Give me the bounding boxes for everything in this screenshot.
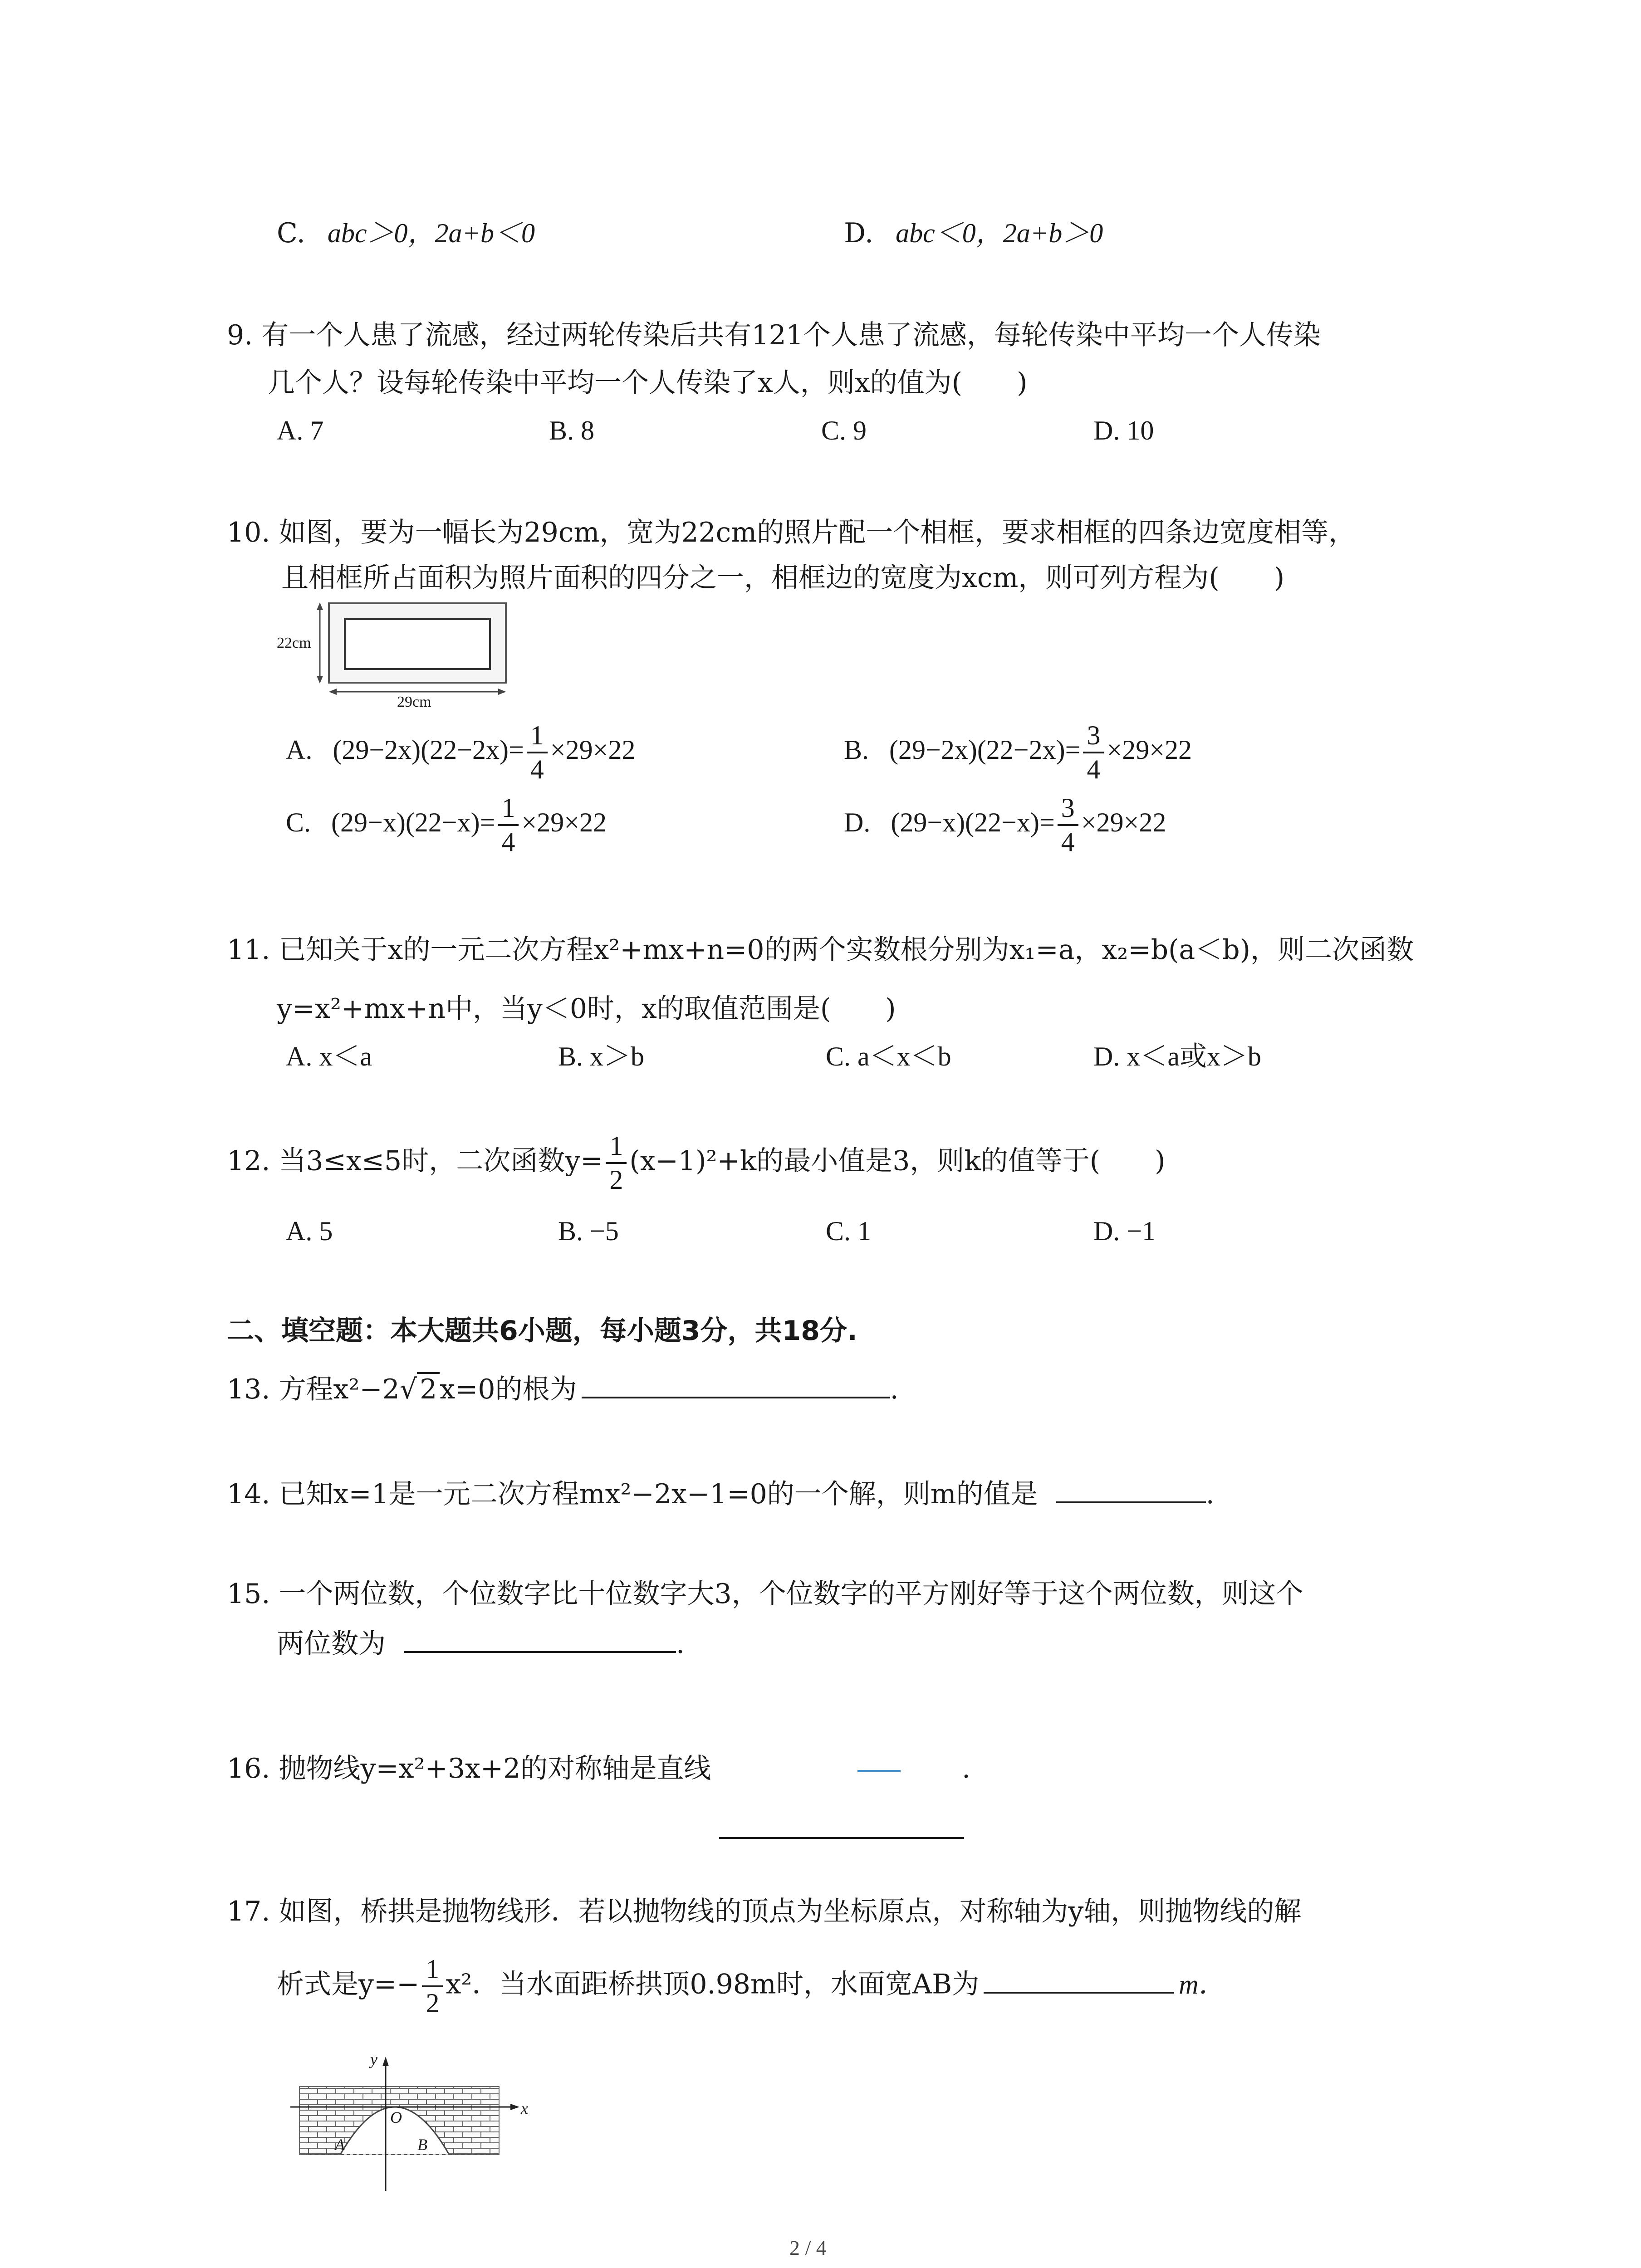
- q17-answer-blank[interactable]: [984, 1991, 1174, 1994]
- q8-option-d-text: abc＜0，2a+b＞0: [896, 218, 1103, 248]
- q16-end: .: [962, 1753, 971, 1784]
- q16-text: 16. 抛物线y=x²+3x+2的对称轴是直线: [227, 1753, 711, 1784]
- sqrt-radical: √: [399, 1374, 417, 1405]
- fraction-numerator: 3: [1058, 794, 1078, 826]
- q10-figure: [277, 599, 513, 708]
- frame-diagram: [277, 599, 513, 708]
- q17-line2-prefix: 析式是y=−: [277, 1968, 420, 2000]
- q14-text: 14. 已知x=1是一元二次方程mx²−2x−1=0的一个解，则m的值是: [227, 1478, 1038, 1510]
- q13-stem: [227, 1372, 899, 1405]
- fraction: [1083, 721, 1104, 784]
- fig-point-b-label: B: [417, 2136, 427, 2154]
- q17-line2: [277, 1955, 1226, 2018]
- fig-point-a-label: A: [335, 2136, 345, 2154]
- q9-option-d: D. 10: [1093, 415, 1154, 445]
- fraction-denominator: 4: [501, 827, 515, 857]
- fraction-denominator: 4: [1087, 754, 1101, 784]
- q17-line2-mid: x²．当水面距桥拱顶0.98m时，水面宽AB为: [446, 1968, 980, 2000]
- q10-option-c-lhs: (29−x)(22−x)=: [331, 807, 495, 837]
- fraction-numerator: 1: [422, 1955, 443, 1987]
- q13-end: .: [890, 1374, 899, 1405]
- fig-label-length: 29cm: [397, 694, 431, 710]
- q10-option-b: [844, 721, 1192, 784]
- fraction: [422, 1955, 443, 2018]
- fig-origin-label: O: [390, 2108, 402, 2126]
- q13-prefix: 13. 方程x²−2: [227, 1374, 400, 1405]
- fraction-denominator: 2: [426, 1988, 440, 2018]
- q11-option-d: D. x＜a或x＞b: [1093, 1041, 1261, 1071]
- page-number: 2 / 4: [789, 2236, 827, 2259]
- q10-option-b-label: B.: [844, 734, 869, 765]
- fraction-numerator: 1: [498, 794, 519, 826]
- bridge-arch-diagram: [281, 2050, 535, 2195]
- q9-option-c: C. 9: [821, 415, 867, 445]
- q9-line2: 几个人？设每轮传染中平均一个人传染了x人，则x的值为( ): [268, 367, 1028, 399]
- q8-option-d: [844, 218, 1103, 249]
- q11-line2: y=x²+mx+n中，当y＜0时，x的取值范围是( ): [277, 993, 896, 1025]
- sqrt-argument: 2: [417, 1372, 440, 1405]
- q10-option-a: [286, 721, 635, 784]
- q12-option-a: A. 5: [286, 1216, 333, 1246]
- fig-axis-x-label: x: [521, 2099, 528, 2117]
- q11-option-b: B. x＞b: [558, 1041, 645, 1071]
- q10-option-c-rhs: ×29×22: [521, 807, 607, 837]
- q10-option-d: [844, 794, 1166, 856]
- fig-axis-y-label: y: [370, 2050, 377, 2068]
- q10-option-c-label: C.: [286, 807, 311, 837]
- q15-end: .: [676, 1628, 685, 1660]
- q10-line2: 且相框所占面积为照片面积的四分之一，相框边的宽度为xcm，则可列方程为( ): [281, 562, 1285, 594]
- q16-dash-mark: [857, 1770, 901, 1772]
- q8-option-c-text: abc＞0，2a+b＜0: [327, 218, 535, 248]
- q16-answer-blank[interactable]: [719, 1837, 964, 1839]
- fraction: [498, 794, 519, 856]
- q9-line1: 9. 有一个人患了流感，经过两轮传染后共有121个人患了流感，每轮传染中平均一个人传染: [227, 319, 1321, 351]
- q13-answer-blank[interactable]: [582, 1396, 890, 1398]
- q10-option-b-rhs: ×29×22: [1107, 734, 1192, 765]
- q10-option-c: [286, 794, 607, 856]
- q12-option-b: B. −5: [558, 1216, 619, 1246]
- fraction-denominator: 2: [609, 1165, 623, 1195]
- q12-prefix: 12. 当3≤x≤5时，二次函数y=: [227, 1145, 603, 1177]
- q15-line2-text: 两位数为: [277, 1628, 386, 1660]
- section-2-heading: 二、填空题：本大题共6小题，每小题3分，共18分.: [227, 1315, 857, 1347]
- q10-option-a-rhs: ×29×22: [550, 734, 636, 765]
- q10-option-d-rhs: ×29×22: [1081, 807, 1166, 837]
- q12-option-c: C. 1: [826, 1216, 872, 1246]
- q10-option-a-label: A.: [286, 734, 313, 765]
- q15-line1: 15. 一个两位数，个位数字比十位数字大3，个位数字的平方刚好等于这个两位数，则这个: [227, 1578, 1303, 1610]
- q11-line1: 11. 已知关于x的一元二次方程x²+mx+n=0的两个实数根分别为x₁=a，x₂=b(a＜b)，则二次函数: [227, 934, 1414, 966]
- fraction-numerator: 1: [606, 1132, 627, 1164]
- fraction: [606, 1132, 627, 1194]
- q9-option-a: A. 7: [277, 415, 324, 445]
- q12-stem: [227, 1132, 1166, 1194]
- q15-line2: [277, 1628, 685, 1660]
- q15-answer-blank[interactable]: [404, 1651, 676, 1653]
- q10-option-a-lhs: (29−2x)(22−2x)=: [333, 734, 524, 765]
- q11-option-a: A. x＜a: [286, 1041, 372, 1071]
- q14-stem: [227, 1479, 1215, 1510]
- q17-line1: 17. 如图，桥拱是抛物线形．若以抛物线的顶点为坐标原点，对称轴为y轴，则抛物线的解: [227, 1896, 1302, 1927]
- q8-option-d-label: D.: [844, 217, 874, 249]
- q14-end: .: [1205, 1478, 1215, 1510]
- q10-option-d-lhs: (29−x)(22−x)=: [891, 807, 1055, 837]
- q8-option-c: [277, 218, 535, 249]
- fraction: [527, 721, 548, 784]
- q13-suffix: x=0的根为: [440, 1374, 577, 1405]
- q14-answer-blank[interactable]: [1056, 1501, 1206, 1503]
- q12-option-d: D. −1: [1093, 1216, 1156, 1246]
- q10-line1: 10. 如图，要为一幅长为29cm，宽为22cm的照片配一个相框，要求相框的四条边宽度相等，: [227, 517, 1356, 548]
- fraction-numerator: 1: [527, 721, 548, 753]
- q9-option-b: B. 8: [549, 415, 595, 445]
- q10-option-b-lhs: (29−2x)(22−2x)=: [889, 734, 1081, 765]
- q10-option-d-label: D.: [844, 807, 871, 837]
- fraction-numerator: 3: [1083, 721, 1104, 753]
- q8-option-c-label: C.: [277, 217, 305, 249]
- q11-option-c: C. a＜x＜b: [826, 1041, 951, 1071]
- q12-suffix: (x−1)²+k的最小值是3，则k的值等于( ): [629, 1145, 1166, 1177]
- fraction-denominator: 4: [1061, 827, 1075, 857]
- fig-label-width: 22cm: [277, 635, 311, 651]
- q17-unit: m．: [1179, 1969, 1226, 1999]
- fraction-denominator: 4: [530, 754, 544, 784]
- q17-figure: [281, 2050, 535, 2195]
- fraction: [1058, 794, 1078, 856]
